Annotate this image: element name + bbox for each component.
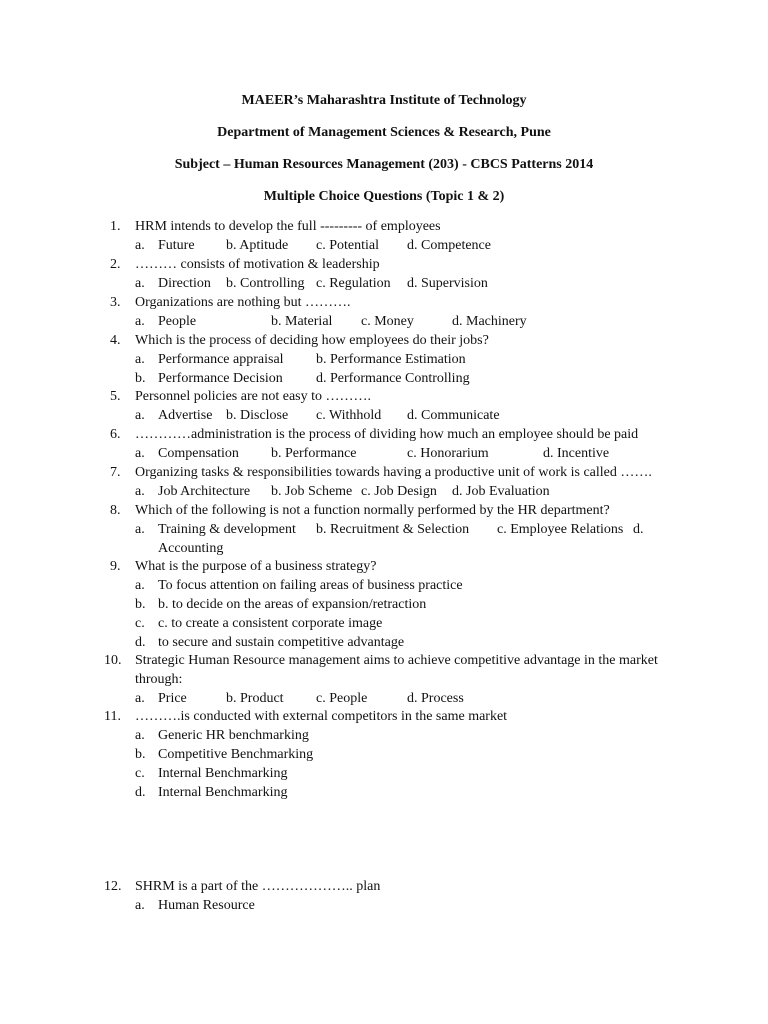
question-4 — [0, 332, 768, 389]
option-d: d. Incentive — [543, 445, 610, 461]
option-row — [0, 784, 768, 803]
question-number: 4. — [110, 333, 121, 348]
question-12 — [0, 878, 768, 916]
option-row — [0, 746, 768, 765]
option-c: c. Regulation — [316, 275, 391, 291]
question-number: 2. — [110, 257, 121, 272]
option-row — [0, 615, 768, 634]
option-label: b. — [135, 596, 146, 612]
option-c: c. Honorarium — [407, 445, 489, 461]
option-b: b. Aptitude — [226, 237, 289, 253]
option-a: Human Resource — [158, 897, 255, 913]
option-d: Internal Benchmarking — [158, 784, 288, 800]
question-11 — [0, 708, 768, 802]
option-d: d. Process — [407, 690, 464, 706]
option-label: d. — [135, 784, 146, 800]
question-number: 11. — [104, 709, 121, 724]
question-number: 8. — [110, 503, 121, 518]
question-number: 12. — [104, 879, 122, 894]
option-d: to secure and sustain competitive advantage — [158, 634, 405, 650]
option-d: d. Job Evaluation — [452, 483, 550, 499]
question-text: ……… consists of motivation & leadership — [135, 257, 380, 272]
option-b: b. Material — [271, 313, 333, 329]
option-d: d. Competence — [407, 237, 491, 253]
subject-heading: Subject – Human Resources Management (203) - CBCS Patterns 2014 — [174, 157, 594, 172]
option-a: Future — [158, 237, 195, 253]
option-label: b. — [135, 746, 146, 762]
question-number: 1. — [110, 219, 121, 234]
question-text-continued: through: — [135, 671, 183, 687]
option-b: b. Disclose — [226, 407, 289, 423]
option-b: b. Controlling — [226, 275, 305, 291]
option-c: c. Withhold — [316, 407, 382, 423]
option-label: a. — [135, 577, 145, 593]
option-d: d. Machinery — [452, 313, 527, 329]
option-row — [0, 596, 768, 615]
option-c: c. Potential — [316, 237, 379, 253]
option-d-label: d. — [633, 521, 644, 537]
option-row — [0, 577, 768, 596]
option-label: a. — [135, 897, 145, 913]
option-row — [0, 690, 768, 709]
option-c: c. Job Design — [361, 483, 437, 499]
option-b: Competitive Benchmarking — [158, 746, 314, 762]
option-row — [0, 237, 768, 256]
option-a: Job Architecture — [158, 483, 251, 499]
option-row — [0, 483, 768, 502]
option-row — [0, 370, 768, 389]
option-label: a. — [135, 407, 145, 423]
option-a: People — [158, 313, 197, 329]
option-label: a. — [135, 237, 145, 253]
option-label: a. — [135, 351, 145, 367]
option-row — [0, 445, 768, 464]
question-number: 5. — [110, 389, 121, 404]
option-a: Compensation — [158, 445, 239, 461]
option-row — [0, 897, 768, 916]
option-c: Internal Benchmarking — [158, 765, 288, 781]
option-d: d. Communicate — [407, 407, 500, 423]
question-number: 7. — [110, 465, 121, 480]
question-9 — [0, 558, 768, 652]
option-row — [0, 313, 768, 332]
option-a: Direction — [158, 275, 211, 291]
question-text: Strategic Human Resource management aims to achieve competitive advantage in the market — [135, 653, 658, 668]
option-c: c. to create a consistent corporate image — [158, 615, 383, 631]
question-text: …………administration is the process of dividing how much an employee should be paid — [135, 427, 639, 442]
option-b: b. Job Scheme — [271, 483, 353, 499]
question-6 — [0, 426, 768, 464]
question-text: HRM intends to develop the full --------- of employees — [135, 219, 441, 234]
option-label: a. — [135, 275, 145, 291]
question-7 — [0, 464, 768, 502]
option-d: Accounting — [158, 540, 224, 556]
question-text: Organizing tasks & responsibilities towards having a productive unit of work is called ……. — [135, 465, 652, 480]
option-row — [0, 521, 768, 540]
option-label: a. — [135, 690, 145, 706]
option-a: Price — [158, 690, 187, 706]
option-label: a. — [135, 521, 145, 537]
question-1 — [0, 218, 768, 256]
option-b: b. Recruitment & Selection — [316, 521, 470, 537]
option-c: c. Employee Relations — [497, 521, 624, 537]
section-title: Multiple Choice Questions (Topic 1 & 2) — [263, 189, 505, 204]
option-a: Training & development — [158, 521, 296, 537]
question-number: 10. — [104, 653, 122, 668]
option-b: b. Performance — [271, 445, 357, 461]
question-10 — [0, 652, 768, 709]
option-c: c. Money — [361, 313, 414, 329]
question-number: 3. — [110, 295, 121, 310]
question-2 — [0, 256, 768, 294]
option-row — [0, 407, 768, 426]
option-label: a. — [135, 483, 145, 499]
option-d: d. Performance Controlling — [316, 370, 470, 386]
option-d: d. Supervision — [407, 275, 488, 291]
option-row — [0, 727, 768, 746]
option-c: Performance Decision — [158, 370, 283, 386]
option-b: b. Product — [226, 690, 284, 706]
question-text: Which of the following is not a function normally performed by the HR department? — [135, 503, 610, 518]
question-number: 9. — [110, 559, 121, 574]
question-5 — [0, 388, 768, 426]
option-a: Performance appraisal — [158, 351, 284, 367]
question-text: Organizations are nothing but ………. — [135, 295, 351, 310]
option-row — [0, 351, 768, 370]
option-b: b. to decide on the areas of expansion/retraction — [158, 596, 427, 612]
option-a: Generic HR benchmarking — [158, 727, 309, 743]
option-a: To focus attention on failing areas of business practice — [158, 577, 463, 593]
question-number: 6. — [110, 427, 121, 442]
option-label: c. — [135, 765, 145, 781]
option-label: b. — [135, 370, 146, 386]
option-row — [0, 540, 768, 559]
question-text: SHRM is a part of the ……………….. plan — [135, 879, 381, 894]
option-row — [0, 634, 768, 653]
option-row — [0, 275, 768, 294]
question-3 — [0, 294, 768, 332]
option-c: c. People — [316, 690, 368, 706]
question-text: Which is the process of deciding how employees do their jobs? — [135, 333, 489, 348]
institute-heading: MAEER’s Maharashtra Institute of Technology — [241, 93, 527, 108]
question-text: Personnel policies are not easy to ………. — [135, 389, 372, 404]
question-text: What is the purpose of a business strategy? — [135, 559, 377, 574]
option-label: c. — [135, 615, 145, 631]
option-label: a. — [135, 727, 145, 743]
option-label: a. — [135, 313, 145, 329]
option-label: a. — [135, 445, 145, 461]
option-row — [0, 765, 768, 784]
option-b: b. Performance Estimation — [316, 351, 466, 367]
question-text: ……….is conducted with external competitors in the same market — [135, 709, 508, 724]
department-heading: Department of Management Sciences & Research, Pune — [217, 125, 551, 140]
question-8 — [0, 502, 768, 559]
option-label: d. — [135, 634, 146, 650]
option-a: Advertise — [158, 407, 213, 423]
